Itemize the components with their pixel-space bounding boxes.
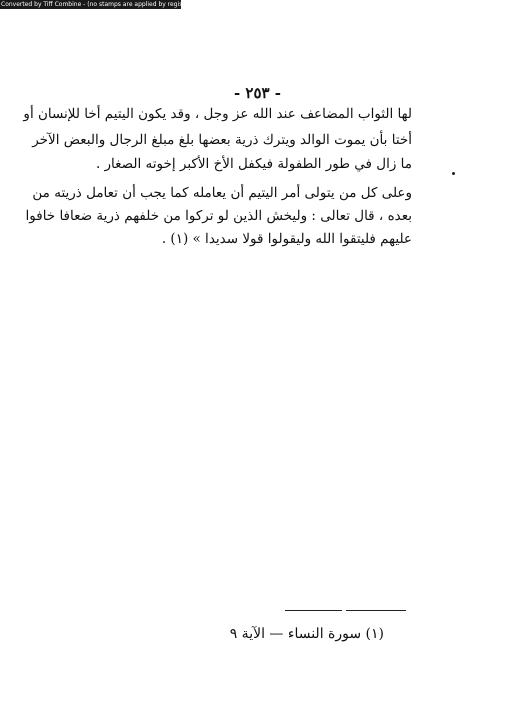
body-line: وعلى كل من يتولى أمر اليتيم أن يعامله كما يجب أن تعامل ذريته من <box>32 185 412 201</box>
converter-banner: Converted by Tiff Combine - (no stamps are applied by registered version) <box>1 1 225 8</box>
footnote-rule-left <box>285 610 342 611</box>
body-line: ما زال في طور الطفولة فيكفل الأخ الأكبر إخوته الصغار . <box>95 156 412 172</box>
footnote-rule-right <box>346 610 406 611</box>
footnote: (١) سورة النساء — الآية ٩ <box>229 626 384 642</box>
body-line: لها الثواب المضاعف عند الله عز وجل ، وقد يكون اليتيم أخا للإنسان أو <box>23 106 412 122</box>
page-number: - ٢٥٣ - <box>233 84 282 102</box>
body-line: أختا بأن يموت الوالد ويترك ذرية بعضها بلغ مبلغ الرجال والبعض الآخر <box>32 132 412 148</box>
body-line: عليهم فليتقوا الله وليقولوا قولا سديدا » (١) . <box>161 231 412 247</box>
ink-speck <box>452 172 455 175</box>
body-line: بعده ، قال تعالى : ولیخش الذين لو تركوا من خلفهم ذرية ضعافا خافوا <box>25 208 412 224</box>
